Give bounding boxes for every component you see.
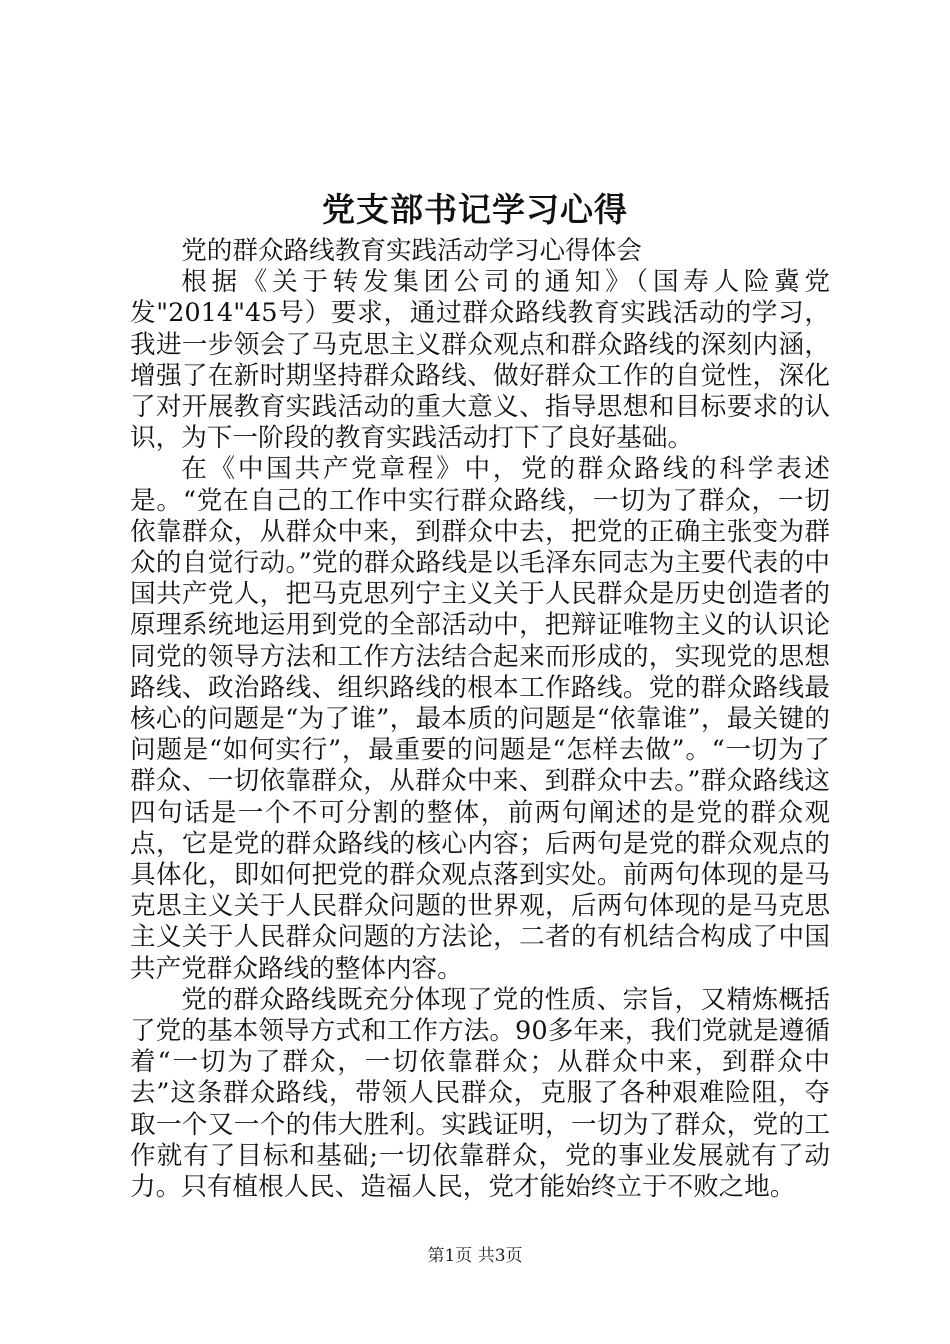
- document-title: 党支部书记学习心得: [322, 190, 628, 229]
- paragraph-3: 党的群众路线既充分体现了党的性质、宗旨，又精炼概括了党的基本领导方式和工作方法。90多年来，我们党就是遵循着“一切为了群众，一切依靠群众；从群众中来，到群众中去”这条群众路线，带领人民群众，克服了各种艰难险阻，夺取一个又一个的伟大胜利。实践证明，一切为了群众，党的工作就有了目标和基础;一切依靠群众，党的事业发展就有了动力。只有植根人民、造福人民，党才能始终立于不败之地。: [130, 984, 830, 1203]
- document-subtitle: 党的群众路线教育实践活动学习心得体会: [181, 236, 642, 266]
- document-body: [130, 236, 830, 1203]
- page-footer: 第1页 共3页: [427, 1246, 523, 1266]
- paragraph-1: 根据《关于转发集团公司的通知》（国寿人险冀党发"2014"45号）要求，通过群众路线教育实践活动的学习，我进一步领会了马克思主义群众观点和群众路线的深刻内涵，增强了在新时期坚持群众路线、做好群众工作的自觉性，深化了对开展教育实践活动的重大意义、指导思想和目标要求的认识，为下一阶段的教育实践活动打下了良好基础。: [130, 267, 830, 454]
- paragraph-2: 在《中国共产党章程》中，党的群众路线的科学表述是。“党在自己的工作中实行群众路线，一切为了群众，一切依靠群众，从群众中来，到群众中去，把党的正确主张变为群众的自觉行动。”党的群众路线是以毛泽东同志为主要代表的中国共产党人，把马克思列宁主义关于人民群众是历史创造者的原理系统地运用到党的全部活动中，把辩证唯物主义的认识论同党的领导方法和工作方法结合起来而形成的，实现党的思想路线、政治路线、组织路线的根本工作路线。党的群众路线最核心的问题是“为了谁”，最本质的问题是“依靠谁”，最关键的问题是“如何实行”，最重要的问题是“怎样去做”。“一切为了群众、一切依靠群众，从群众中来、到群众中去。”群众路线这四句话是一个不可分割的整体，前两句阐述的是党的群众观点，它是党的群众路线的核心内容；后两句是党的群众观点的具体化，即如何把党的群众观点落到实处。前两句体现的是马克思主义关于人民群众问题的世界观，后两句体现的是马克思主义关于人民群众问题的方法论，二者的有机结合构成了中国共产党群众路线的整体内容。: [130, 454, 830, 984]
